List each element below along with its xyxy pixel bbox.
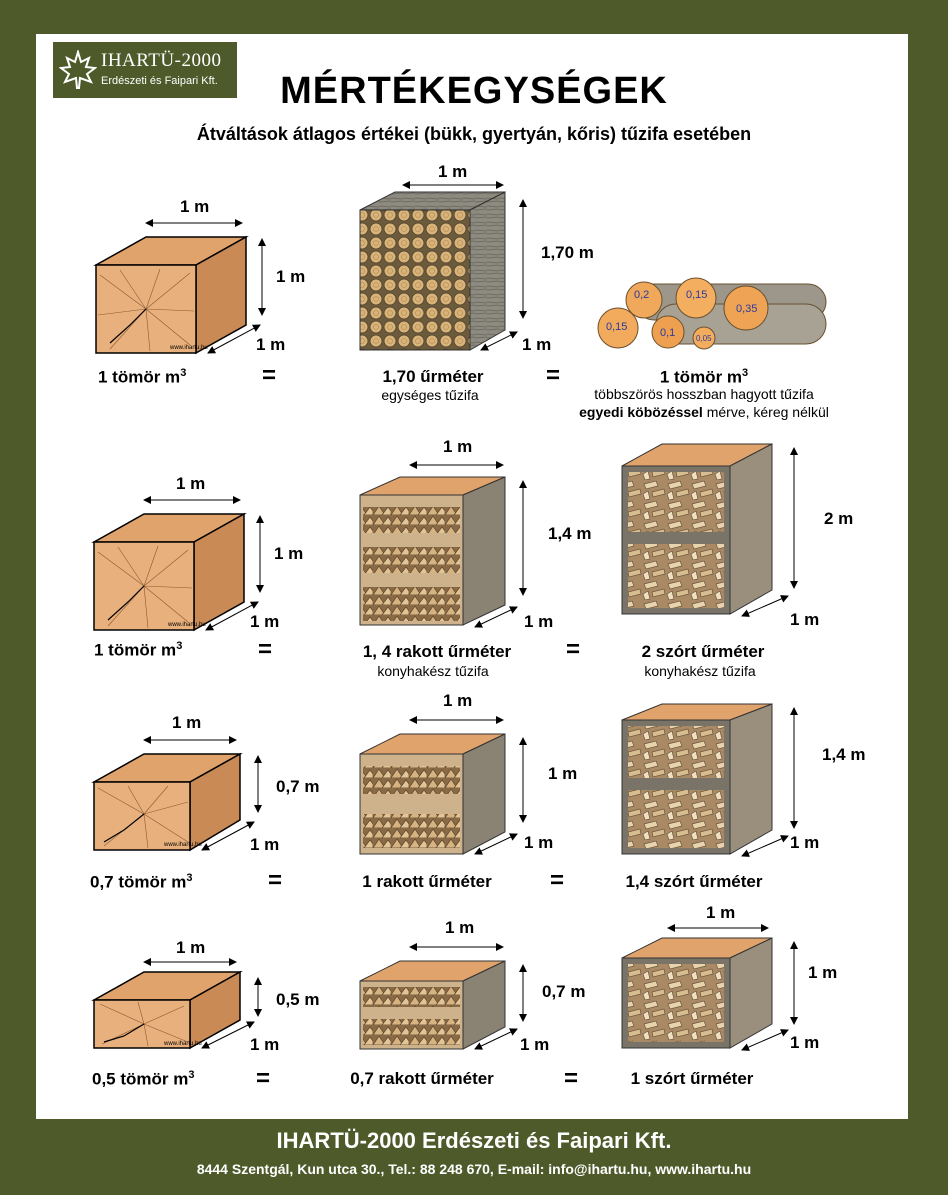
equals-sign: =	[566, 636, 581, 663]
r1-cube-depth: 1 m	[256, 335, 286, 354]
r3-stack-depth: 1 m	[524, 833, 554, 852]
log-label: 0,15	[686, 289, 708, 301]
r3-crate-height: 1,4 m	[822, 745, 866, 764]
r4-stack-width: 1 m	[445, 918, 475, 937]
r2-mid-sub: konyhakész tűzifa	[377, 663, 489, 679]
r1-mid-sub: egységes tűzifa	[381, 387, 479, 403]
r4-left-label: 0,5 tömör $m^3$	[92, 1069, 195, 1089]
equals-sign: =	[262, 362, 277, 389]
solid-cube-1	[90, 215, 280, 365]
log-label: 0,35	[736, 303, 758, 315]
loose-crate-3	[618, 700, 818, 860]
logo-name: IHARTÜ-2000	[101, 50, 222, 71]
r2-crate-height: 2 m	[824, 509, 854, 528]
r2-cube-depth: 1 m	[250, 612, 280, 631]
page-subtitle: Átváltások átlagos értékei (bükk, gyertyán, kőris) tűzifa esetében	[196, 124, 752, 144]
watermark: www.ihartu.hu	[164, 842, 202, 848]
log-label: 0,05	[696, 334, 712, 343]
r3-crate-depth: 1 m	[790, 833, 820, 852]
r2-stack-width: 1 m	[443, 437, 473, 456]
r2-stack-depth: 1 m	[524, 612, 554, 631]
r3-cube-width: 1 m	[172, 713, 202, 732]
r3-right-label: 1,4 szórt űrméter	[625, 872, 763, 891]
r3-stack-width: 1 m	[443, 691, 473, 710]
r2-cube-width: 1 m	[176, 474, 206, 493]
equals-sign: =	[550, 867, 565, 894]
watermark: www.ihartu.hu	[170, 345, 208, 351]
r2-mid-label: 1, 4 rakott űrméter	[362, 642, 512, 661]
r3-cube-depth: 1 m	[250, 835, 280, 854]
r4-stack-height: 0,7 m	[542, 982, 586, 1001]
r2-right-sub: konyhakész tűzifa	[644, 663, 756, 679]
r1-cube-height: 1 m	[276, 267, 306, 286]
r3-left-label: 0,7 tömör $m^3$	[90, 872, 193, 892]
equals-sign: =	[256, 1065, 271, 1092]
r4-crate-height: 1 m	[808, 963, 838, 982]
r1-stack-width: 1 m	[438, 162, 468, 181]
r2-left-label: 1 tömör $m^3$	[94, 640, 183, 660]
equals-sign: =	[564, 1065, 579, 1092]
r1-cube-width: 1 m	[180, 197, 210, 216]
stacked-wood-2	[355, 455, 555, 635]
equals-sign: =	[258, 636, 273, 663]
r2-cube-height: 1 m	[274, 544, 304, 563]
r1-right-label: 1 tömör $m^3$	[659, 367, 749, 387]
r4-right-label: 1 szórt űrméter	[630, 1069, 754, 1088]
watermark: www.ihartu.hu	[164, 1041, 202, 1047]
page-title: MÉRTÉKEGYSÉGEK	[280, 70, 668, 112]
r4-cube-depth: 1 m	[250, 1035, 280, 1054]
loose-crate-2	[618, 440, 818, 630]
r3-mid-label: 1 rakott űrméter	[362, 872, 492, 891]
r4-crate-width: 1 m	[706, 903, 736, 922]
r1-left-label: 1 tömör $m^3$	[98, 367, 187, 387]
r1-right-sub2: egyedi köbözéssel mérve, kéreg nélkül	[579, 404, 829, 420]
r4-mid-label: 0,7 rakott űrméter	[350, 1069, 494, 1088]
r4-crate-depth: 1 m	[790, 1033, 820, 1052]
r1-stack-depth: 1 m	[522, 335, 552, 354]
r1-stack-height: 1,70 m	[541, 243, 594, 262]
logo-subtitle: Erdészeti és Faipari Kft.	[101, 75, 218, 87]
r2-stack-height: 1,4 m	[548, 524, 592, 543]
r2-crate-depth: 1 m	[790, 610, 820, 629]
r4-cube-width: 1 m	[176, 938, 206, 957]
log-pile	[596, 268, 836, 358]
equals-sign: =	[268, 867, 283, 894]
log-label: 0,15	[606, 321, 628, 333]
r4-cube-height: 0,5 m	[276, 990, 320, 1009]
footer-company: IHARTÜ-2000 Erdészeti és Faipari Kft.	[276, 1128, 672, 1153]
watermark: www.ihartu.hu	[168, 622, 206, 628]
loose-crate-4	[618, 920, 818, 1060]
log-label: 0,2	[634, 289, 650, 301]
equals-sign: =	[546, 362, 561, 389]
r4-stack-depth: 1 m	[520, 1035, 550, 1054]
footer-contact: 8444 Szentgál, Kun utca 30., Tel.: 88 248 670, E-mail: info@ihartu.hu, www.ihartu.hu	[196, 1161, 752, 1177]
log-label: 0,1	[660, 327, 676, 339]
r1-right-sub1: többszörös hosszban hagyott tűzifa	[594, 386, 814, 402]
r1-mid-label: 1,70 űrméter	[382, 367, 484, 386]
r2-right-label: 2 szórt űrméter	[641, 642, 765, 661]
log-stack-1	[355, 180, 555, 355]
r3-cube-height: 0,7 m	[276, 777, 320, 796]
r3-stack-height: 1 m	[548, 764, 578, 783]
